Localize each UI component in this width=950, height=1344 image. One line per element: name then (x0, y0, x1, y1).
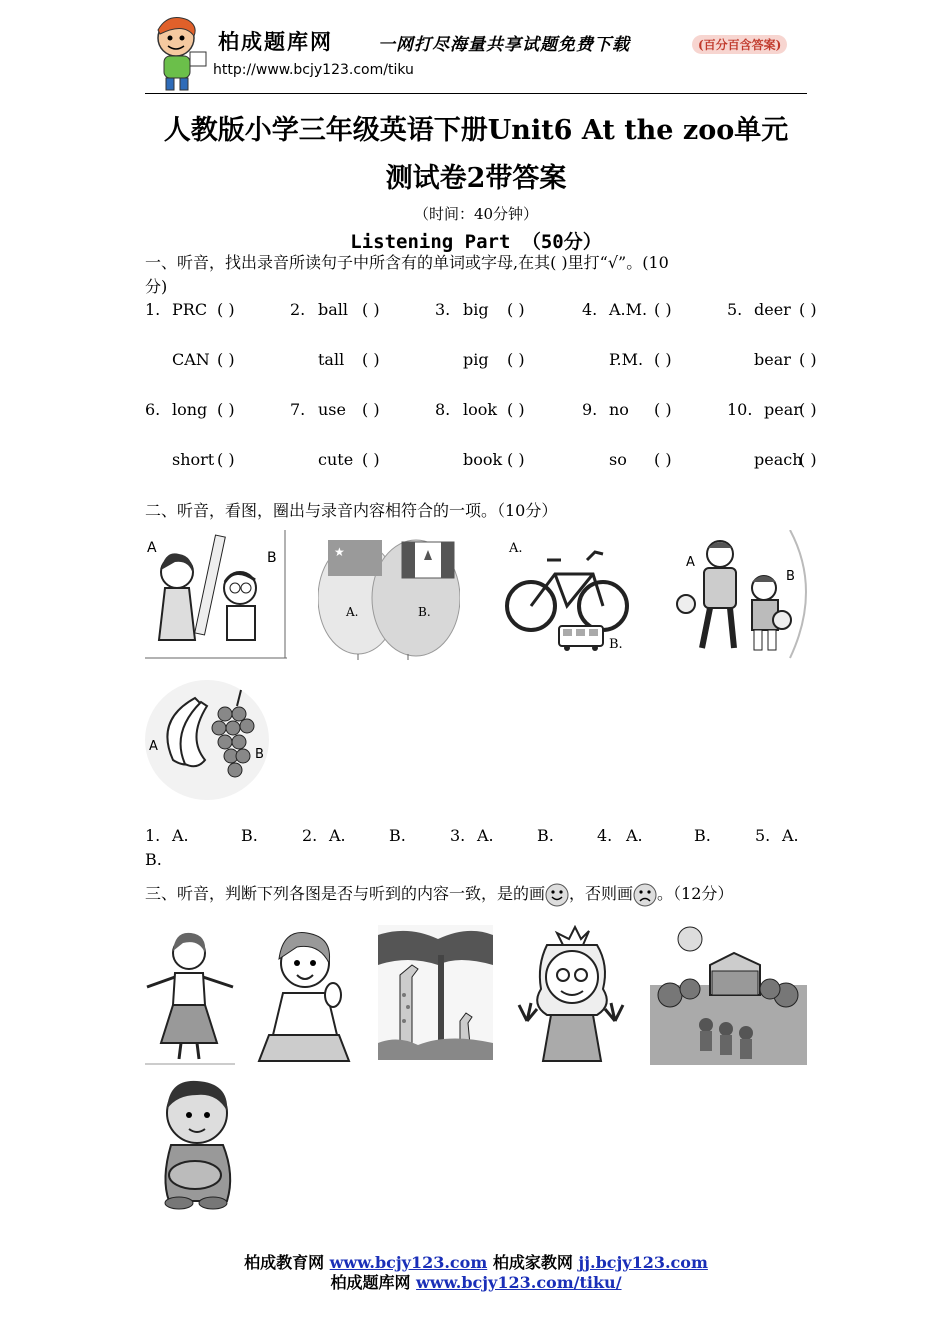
word-option-a: look (463, 400, 498, 419)
footer-text: 柏成家教网 (487, 1253, 579, 1272)
pic-label: B (267, 550, 277, 566)
item-number: 7. (290, 400, 306, 419)
answer-bracket[interactable]: ( ) (217, 300, 235, 319)
pic-label: B. (609, 637, 623, 652)
item-number: 3. (435, 300, 451, 319)
pic-label: B (786, 569, 795, 584)
answer-choice[interactable]: B. (241, 826, 258, 845)
word-option-a: pear (764, 400, 801, 419)
answer-choice[interactable]: B. (537, 826, 554, 845)
word-option-b: tall (318, 350, 345, 369)
item-number: 2. (290, 300, 306, 319)
answer-choice: 1. (145, 826, 161, 845)
header-divider (145, 93, 807, 94)
item-number: 1. (145, 300, 161, 319)
word-option-b: bear (754, 350, 791, 369)
header-brand: 柏成题库网 (218, 29, 333, 54)
picture-giraffes-trees (378, 925, 493, 1060)
answer-choice[interactable]: A. (782, 826, 799, 845)
item-number: 8. (435, 400, 451, 419)
footer-link-bcjy[interactable]: www.bcjy123.com (329, 1253, 488, 1272)
mascot-logo (148, 12, 210, 92)
word-option-a: deer (754, 300, 791, 319)
picture-zoo-gate (650, 925, 807, 1065)
answer-bracket[interactable]: ( ) (507, 350, 525, 369)
answer-bracket[interactable]: ( ) (654, 300, 672, 319)
answer-choice[interactable]: B. (389, 826, 406, 845)
answer-choice[interactable]: B. (694, 826, 711, 845)
word-option-a: no (609, 400, 629, 419)
picture-tall-short-kids (145, 530, 287, 660)
word-option-b: P.M. (609, 350, 644, 369)
picture-man-boy (672, 530, 810, 660)
word-option-b: pig (463, 350, 489, 369)
part-title: Listening Part （50分） (350, 231, 602, 253)
answer-choice: 5. (755, 826, 771, 845)
picture-bike-bus (503, 530, 645, 660)
answer-bracket[interactable]: ( ) (362, 450, 380, 469)
svg-text:★: ★ (334, 545, 345, 559)
word-option-a: A.M. (609, 300, 648, 319)
answer-bracket[interactable]: ( ) (799, 400, 817, 419)
answer-bracket[interactable]: ( ) (799, 350, 817, 369)
answer-bracket[interactable]: ( ) (362, 400, 380, 419)
word-option-b: peach (754, 450, 803, 469)
item-number: 4. (582, 300, 598, 319)
word-option-b: short (172, 450, 215, 469)
sad-face-icon (633, 883, 657, 907)
word-option-a: PRC (172, 300, 208, 319)
item-number: 10. (727, 400, 753, 419)
pic-label: A. (509, 541, 523, 556)
answer-bracket[interactable]: ( ) (217, 450, 235, 469)
picture-banana-grapes (145, 680, 270, 802)
word-option-b: cute (318, 450, 354, 469)
header-slogan: 一网打尽海量共享试题免费下载 (378, 35, 630, 55)
answer-bracket[interactable]: ( ) (799, 300, 817, 319)
word-option-b: book (463, 450, 503, 469)
answer-choice[interactable]: A. (477, 826, 494, 845)
answer-choice[interactable]: B. (145, 850, 162, 869)
answer-bracket[interactable]: ( ) (217, 350, 235, 369)
answer-choice: 4. (597, 826, 613, 845)
smile-face-icon (545, 883, 569, 907)
footer-line2 (145, 1270, 807, 1293)
picture-flags-balloons (318, 530, 460, 660)
answer-bracket[interactable]: ( ) (654, 350, 672, 369)
answer-choice: 2. (302, 826, 318, 845)
item-number: 9. (582, 400, 598, 419)
header-url[interactable]: http://www.bcjy123.com/tiku (213, 62, 414, 78)
answer-bracket[interactable]: ( ) (362, 300, 380, 319)
pic-label: A (147, 540, 157, 556)
word-option-b: CAN (172, 350, 210, 369)
footer-text: 柏成教育网 (244, 1253, 330, 1272)
section3-instruction (145, 882, 733, 907)
picture-boy-sitting (155, 1075, 237, 1210)
answer-choice[interactable]: A. (172, 826, 189, 845)
item-number: 6. (145, 400, 161, 419)
answer-bracket[interactable]: ( ) (507, 300, 525, 319)
picture-girl-clapping (253, 925, 353, 1065)
picture-girl-waving (517, 925, 627, 1065)
answer-bracket[interactable]: ( ) (362, 350, 380, 369)
section2-instruction: 二、听音，看图，圈出与录音内容相符合的一项。（10分） (145, 501, 558, 520)
section1-instruction-cont: 分) (145, 277, 168, 296)
page-title-line2: 测试卷2带答案 (385, 163, 567, 194)
section3-instruction-a: 三、听音，判断下列各图是否与听到的内容一致，是的画 (145, 884, 546, 903)
pic-label: B. (418, 605, 431, 619)
footer-text: 柏成题库网 (330, 1273, 417, 1292)
word-option-a: use (318, 400, 346, 419)
section1-instruction: 一、听音，找出录音所读句子中所含有的单词或字母,在其( )里打“√”。(10 (145, 253, 669, 272)
pic-label: A (686, 555, 695, 570)
item-number: 5. (727, 300, 743, 319)
picture-girl-arms-out (145, 925, 235, 1065)
time-limit: （时间：40分钟） (413, 205, 539, 223)
page-title-line1: 人教版小学三年级英语下册Unit6 At the zoo单元 (163, 115, 789, 146)
answer-bracket[interactable]: ( ) (217, 400, 235, 419)
answer-bracket[interactable]: ( ) (654, 450, 672, 469)
answer-bracket[interactable]: ( ) (654, 400, 672, 419)
word-option-a: big (463, 300, 489, 319)
header-badge: (百分百含答案) (692, 35, 787, 54)
section3-instruction-b: ，否则画 (569, 884, 634, 903)
answer-bracket[interactable]: ( ) (507, 450, 525, 469)
word-option-a: long (172, 400, 208, 419)
word-option-a: ball (318, 300, 349, 319)
footer-link-tiku[interactable]: www.bcjy123.com/tiku/ (416, 1273, 622, 1292)
pic-label: A (149, 739, 158, 754)
answer-bracket[interactable]: ( ) (507, 400, 525, 419)
pic-label: A. (346, 605, 359, 619)
answer-choice: 3. (450, 826, 466, 845)
section3-instruction-c: 。（12分） (657, 884, 734, 903)
answer-choice[interactable]: A. (329, 826, 346, 845)
answer-bracket[interactable]: ( ) (799, 450, 817, 469)
footer-link-jj[interactable]: jj.bcjy123.com (578, 1253, 708, 1272)
pic-label: B (255, 747, 264, 762)
answer-choice[interactable]: A. (626, 826, 643, 845)
word-option-b: so (609, 450, 627, 469)
